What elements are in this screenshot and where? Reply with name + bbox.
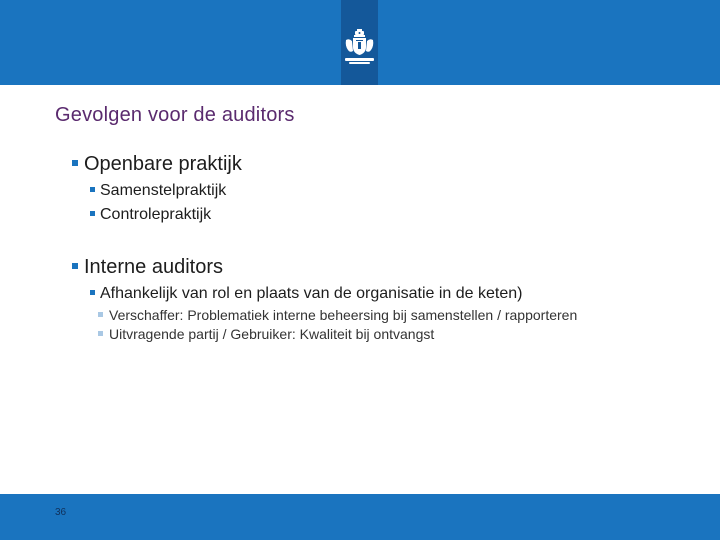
coat-of-arms-icon	[343, 28, 376, 68]
bullet-item-openbare-praktijk: Openbare praktijk	[72, 153, 242, 176]
bullet-icon	[72, 263, 78, 269]
bullet-icon	[72, 160, 78, 166]
slide-title: Gevolgen voor de auditors	[55, 104, 295, 126]
bullet-item-verschaffer: Verschaffer: Problematiek interne beheersing bij samenstellen / rapporteren	[98, 307, 577, 323]
bullet-item-samenstelpraktijk: Samenstelpraktijk	[90, 182, 226, 200]
header-banner	[0, 0, 720, 85]
bullet-item-uitvragende-partij: Uitvragende partij / Gebruiker: Kwaliteit bij ontvangst	[98, 326, 434, 342]
bullet-item-interne-auditors: Interne auditors	[72, 256, 223, 279]
page-number: 36	[55, 507, 67, 518]
bullet-icon	[90, 211, 95, 216]
bullet-item-afhankelijk: Afhankelijk van rol en plaats van de organisatie in de keten)	[90, 285, 522, 303]
bullet-icon	[98, 312, 103, 317]
bullet-item-controlepraktijk: Controlepraktijk	[90, 206, 211, 224]
bullet-icon	[90, 290, 95, 295]
footer-banner	[0, 494, 720, 540]
bullet-icon	[98, 331, 103, 336]
bullet-icon	[90, 187, 95, 192]
